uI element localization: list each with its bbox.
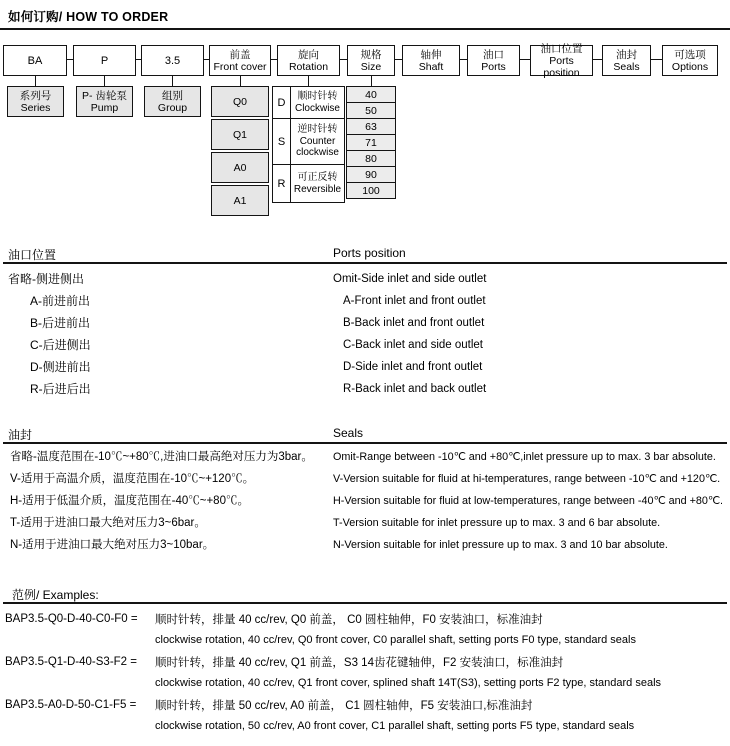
- option-a1-label: A1: [233, 194, 247, 207]
- ports-item-omit-cn: 省略-侧进侧出: [8, 272, 84, 286]
- code-box-group: [141, 45, 204, 76]
- seals-title-en: Seals: [333, 426, 364, 440]
- example-row-1: [5, 608, 727, 651]
- seal-item-n-cn: N-适用于进油口最大绝对压力3~10bar。: [10, 539, 215, 551]
- desc-box-pump: [76, 86, 133, 117]
- example-3-desc-cn: 顺时针转，排量 50 cc/rev, A0 前盖， C1 圆柱轴伸，F5 安装油口,标准油封: [155, 699, 533, 712]
- example-2-code: BAP3.5-Q1-D-40-S3-F2 =: [5, 655, 137, 668]
- front-cover-label-cn: 前盖: [229, 48, 251, 61]
- ports-item-r-cn: R-后进后出: [30, 382, 91, 396]
- rotation-r-en: Reversible: [293, 183, 342, 195]
- ports-position-list-en: [333, 268, 486, 400]
- rotation-d-cn: 顺时针转: [297, 91, 338, 102]
- seal-item-n-en: N-Version suitable for inlet pressure up to max. 3 and 10 bar absolute.: [333, 539, 668, 551]
- size-50-label: 50: [365, 104, 377, 117]
- rotation-options-table: [272, 86, 345, 203]
- size-71-label: 71: [365, 136, 377, 149]
- example-3-code: BAP3.5-A0-D-50-C1-F5 =: [5, 698, 137, 711]
- seal-item-v-en: V-Version suitable for fluid at hi-temperatures, range between -10℃ and +120℃.: [333, 473, 721, 485]
- rotation-code-s: S: [273, 119, 291, 164]
- seals-title-cn: 油封: [8, 428, 33, 442]
- series-desc-cn: 系列号: [19, 89, 52, 102]
- ports-position-title-cn: 油口位置: [8, 248, 57, 262]
- field-box-front-cover: [209, 45, 271, 76]
- size-100-label: 100: [362, 184, 380, 197]
- front-cover-option-a1: [211, 185, 269, 216]
- field-box-rotation: [277, 45, 340, 76]
- rotation-row-counter-clockwise: [273, 118, 344, 164]
- example-3-desc-en: clockwise rotation, 50 cc/rev, A0 front cover, C1 parallel shaft, setting ports F5 type, standard seals: [155, 720, 635, 733]
- rotation-label-en: Rotation: [288, 60, 329, 73]
- field-box-options: [662, 45, 718, 76]
- title-divider: [0, 28, 730, 30]
- page-title: 如何订购/ HOW TO ORDER: [8, 10, 169, 24]
- rotation-code-r: R: [273, 165, 291, 202]
- seal-item-omit-en: Omit-Range between -10℃ and +80℃,inlet pressure up to max. 3 bar absolute.: [333, 451, 716, 463]
- ports-item-b-en: B-Back inlet and front outlet: [343, 317, 485, 329]
- size-90-label: 90: [365, 168, 377, 181]
- options-label-cn: 可选项: [674, 48, 706, 61]
- size-option-63: [346, 118, 396, 135]
- seals-list-cn: [10, 446, 313, 556]
- desc-box-series: [7, 86, 64, 117]
- ports-label-cn: 油口: [483, 48, 504, 61]
- field-box-ports: [467, 45, 520, 76]
- rotation-s-en: Counter clockwise: [296, 135, 339, 159]
- example-1-desc-cn: 顺时针转，排量 40 cc/rev, Q0 前盖， C0 圆柱轴伸，F0 安装油口，标准油封: [155, 613, 543, 626]
- size-40-label: 40: [365, 88, 377, 101]
- group-desc-cn: 组别: [162, 89, 183, 102]
- field-box-ports-position: [530, 42, 593, 79]
- ports-item-a-cn: A-前进前出: [30, 294, 91, 308]
- series-desc-en: Series: [20, 101, 51, 114]
- option-q0-label: Q0: [232, 95, 247, 108]
- front-cover-label-en: Front cover: [213, 60, 267, 73]
- field-box-shaft: [402, 45, 460, 76]
- option-a0-label: A0: [233, 161, 247, 174]
- ports-item-d-en: D-Side inlet and front outlet: [343, 361, 483, 373]
- front-cover-option-a0: [211, 152, 269, 183]
- options-label-en: Options: [671, 60, 709, 73]
- seal-item-h-en: H-Version suitable for fluid at low-temperatures, range between -40℃ and +80℃.: [333, 495, 724, 507]
- shaft-label-en: Shaft: [418, 60, 444, 73]
- pump-desc-cn: P- 齿轮泵: [82, 89, 127, 102]
- size-option-100: [346, 182, 396, 199]
- ports-position-label-cn: 油口位置: [540, 42, 583, 55]
- size-80-label: 80: [365, 152, 377, 165]
- size-option-80: [346, 150, 396, 167]
- ports-item-r-en: R-Back inlet and back outlet: [343, 383, 487, 395]
- ports-item-c-cn: C-后进侧出: [30, 338, 91, 352]
- size-option-40: [346, 86, 396, 103]
- seals-list-en: [333, 446, 723, 556]
- front-cover-option-q1: [211, 119, 269, 150]
- seals-divider: [3, 442, 727, 444]
- rotation-d-en: Clockwise: [294, 102, 340, 114]
- ports-item-a-en: A-Front inlet and front outlet: [343, 295, 486, 307]
- ports-label-en: Ports: [481, 60, 506, 73]
- example-1-code: BAP3.5-Q0-D-40-C0-F0 =: [5, 612, 138, 625]
- ports-item-d-cn: D-侧进前出: [30, 360, 91, 374]
- size-option-50: [346, 102, 396, 119]
- example-2-desc-cn: 顺时针转，排量 40 cc/rev, Q1 前盖，S3 14齿花键轴伸，F2 安装油口，标准油封: [155, 656, 564, 669]
- ports-item-b-cn: B-后进前出: [30, 316, 91, 330]
- seal-item-v-cn: V-适用于高温介质，温度范围在-10℃~+120℃。: [10, 473, 255, 485]
- rotation-code-d: D: [273, 87, 291, 118]
- example-2-desc-en: clockwise rotation, 40 cc/rev, Q1 front cover, splined shaft 14T(S3), setting ports F2 type, standard seals: [155, 677, 662, 690]
- seal-item-t-cn: T-适用于进油口最大绝对压力3~6bar。: [10, 517, 206, 529]
- size-63-label: 63: [365, 120, 377, 133]
- ports-position-label-en: Ports position: [543, 54, 580, 79]
- size-option-90: [346, 166, 396, 183]
- ports-position-list-cn: [8, 268, 91, 400]
- rotation-label-cn: 旋向: [298, 48, 319, 61]
- code-group-value: 3.5: [164, 54, 181, 67]
- ports-position-divider: [3, 262, 727, 264]
- code-box-pump: [73, 45, 136, 76]
- examples-title: 范例/ Examples:: [12, 588, 99, 602]
- example-row-2: [5, 651, 727, 694]
- rotation-row-clockwise: [273, 87, 344, 118]
- size-label-en: Size: [360, 60, 382, 73]
- ports-position-title-en: Ports position: [333, 246, 406, 260]
- size-option-71: [346, 134, 396, 151]
- rotation-row-reversible: [273, 164, 344, 202]
- rotation-s-cn: 逆时针转: [297, 124, 338, 136]
- front-cover-option-q0: [211, 86, 269, 117]
- shaft-label-cn: 轴伸: [420, 48, 442, 61]
- option-q1-label: Q1: [232, 128, 247, 141]
- field-box-size: [347, 45, 395, 76]
- ports-item-c-en: C-Back inlet and side outlet: [343, 339, 483, 351]
- pump-desc-en: Pump: [90, 101, 119, 114]
- code-box-series: [3, 45, 67, 76]
- rotation-r-cn: 可正反转: [297, 172, 338, 183]
- seal-item-omit-cn: 省略-温度范围在-10℃~+80℃,进油口最高绝对压力为3bar。: [10, 451, 313, 463]
- desc-box-group: [144, 86, 201, 117]
- size-label-cn: 规格: [360, 48, 382, 61]
- ports-item-omit-en: Omit-Side inlet and side outlet: [333, 273, 487, 285]
- seal-item-h-cn: H-适用于低温介质，温度范围在-40℃~+80℃。: [10, 495, 249, 507]
- example-row-3: [5, 694, 727, 737]
- examples-divider: [3, 602, 727, 604]
- seals-label-en: Seals: [613, 60, 640, 73]
- field-box-seals: [602, 45, 651, 76]
- code-pump-value: P: [100, 54, 109, 67]
- seal-item-t-en: T-Version suitable for inlet pressure up to max. 3 and 6 bar absolute.: [333, 517, 661, 529]
- code-series-value: BA: [27, 54, 43, 67]
- example-1-desc-en: clockwise rotation, 40 cc/rev, Q0 front cover, C0 parallel shaft, setting ports F0 type, standard seals: [155, 634, 636, 647]
- group-desc-en: Group: [157, 101, 188, 114]
- seals-label-cn: 油封: [616, 48, 637, 61]
